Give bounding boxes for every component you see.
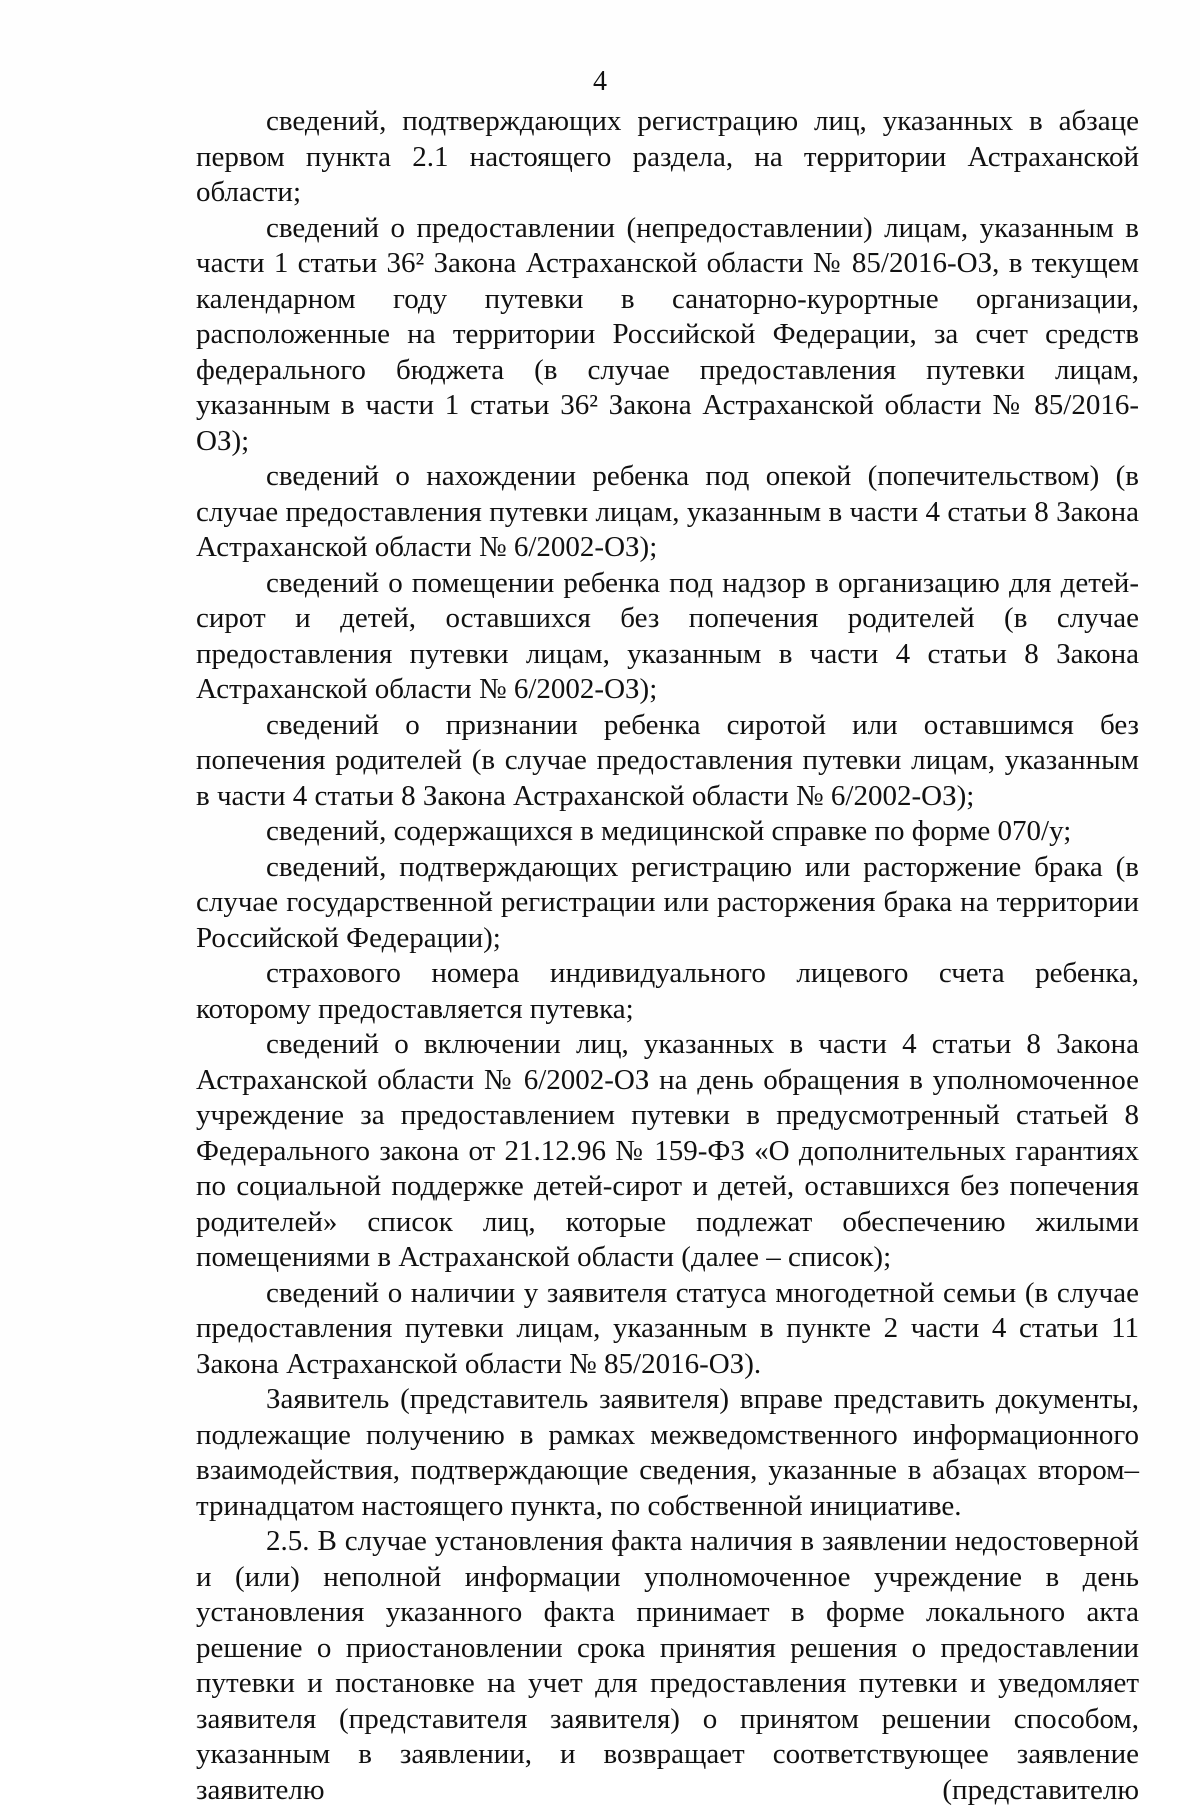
paragraph-orphan-organization-info: сведений о помещении ребенка под надзор в организацию для детей-сирот и детей, оставшихся без попечения родителей (в случае предоставления путевки лицам, указанным в части 4 статьи 8 Закона Астраханской области № 6/2002-ОЗ); [196, 566, 1139, 705]
paragraph-medical-certificate-info: сведений, содержащихся в медицинской справке по форме 070/у; [266, 815, 1072, 847]
paragraph-housing-list-info: сведений о включении лиц, указанных в части 4 статьи 8 Закона Астраханской области № 6/2002-ОЗ на день обращения в уполномоченное учреждение за предоставлением путевки в предусмотренный статьей 8 Федерального закона от 21.12.96 № 159-ФЗ «О дополнительных гарантиях по социальной поддержке детей-сирот и детей, оставшихся без попечения родителей» список лиц, которые подлежат обеспечению жилыми помещениями в Астраханской области (далее – список); [196, 1028, 1139, 1273]
paragraph-large-family-status: сведений о наличии у заявителя статуса многодетной семьи (в случае предоставления путевки лицам, указанным в пункте 2 части 4 статьи 11 Закона Астраханской области № 85/2016-ОЗ). [196, 1276, 1139, 1380]
document-body [196, 104, 1139, 1808]
page-number: 4 [593, 66, 607, 97]
paragraph-applicant-right: Заявитель (представитель заявителя) вправе представить документы, подлежащие получению в рамках межведомственного информационного взаимодействия, подтверждающие сведения, указанные в абзацах втором–тринадцатом настоящего пункта, по собственной инициативе. [196, 1383, 1139, 1522]
paragraph-marriage-registration-info: сведений, подтверждающих регистрацию или расторжение брака (в случае государственной регистрации или расторжения брака на территории Российской Федерации); [196, 850, 1139, 954]
paragraph-sanatorium-voucher-info: сведений о предоставлении (непредоставлении) лицам, указанным в части 1 статьи 36² Закона Астраханской области № 85/2016-ОЗ, в текущем календарном году путевки в санаторно-курортные организации, расположенные на территории Российской Федерации, за счет средств федерального бюджета (в случае предоставления путевки лицам, указанным в части 1 статьи 36² Закона Астраханской области № 85/2016-ОЗ); [196, 211, 1139, 457]
paragraph-registration-info: сведений, подтверждающих регистрацию лиц, указанных в абзаце первом пункта 2.1 настоящего раздела, на территории Астраханской области; [196, 105, 1139, 208]
paragraph-2-5-clause: 2.5. В случае установления факта наличия в заявлении недостоверной и (или) неполной информации уполномоченное учреждение в день установления указанного факта принимает в форме локального акта решение о приостановлении срока принятия решения о предоставлении путевки и постановке на учет для предоставления путевки и уведомляет заявителя (представителя заявителя) о принятом решении способом, указанным в заявлении, и возвращает соответствующее заявление заявителю (представителю [196, 1525, 1139, 1806]
paragraph-insurance-number: страхового номера индивидуального лицевого счета ребенка, которому предоставляется путевка; [196, 957, 1139, 1025]
paragraph-guardianship-info: сведений о нахождении ребенка под опекой (попечительством) (в случае предоставления путевки лицам, указанным в части 4 статьи 8 Закона Астраханской области № 6/2002-ОЗ); [196, 460, 1139, 563]
paragraph-orphan-status-info: сведений о признании ребенка сиротой или оставшимся без попечения родителей (в случае предоставления путевки лицам, указанным в части 4 статьи 8 Закона Астраханской области № 6/2002-ОЗ); [196, 708, 1139, 812]
